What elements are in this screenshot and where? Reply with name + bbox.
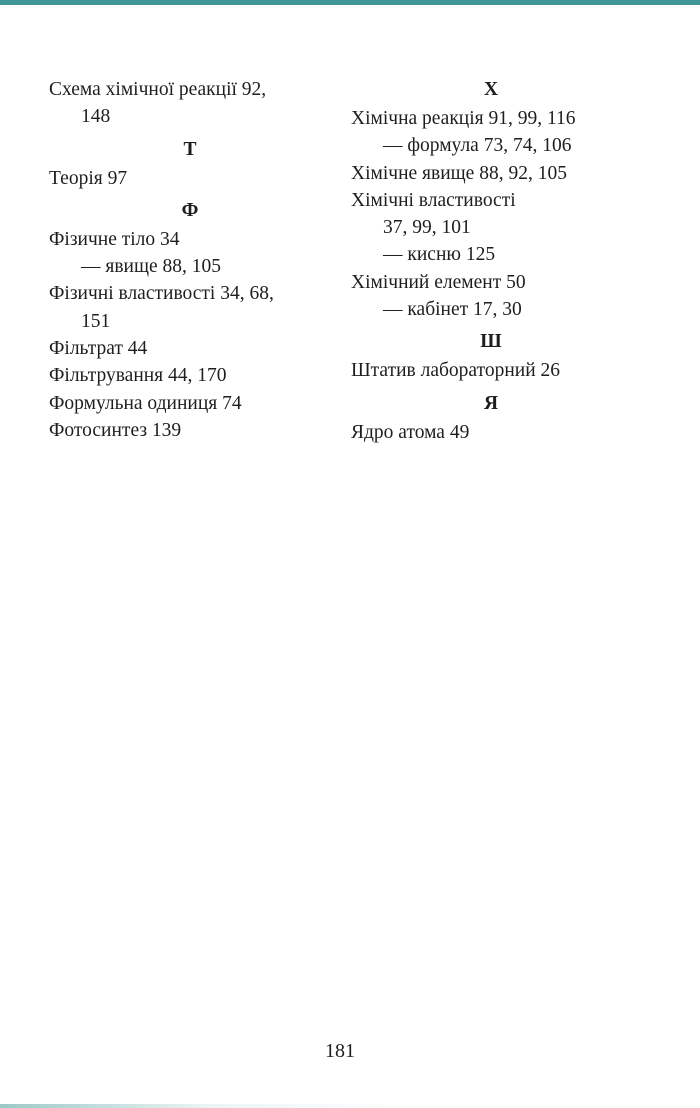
index-subentry: — кисню 125 xyxy=(383,244,496,266)
index-subentry: — формула 73, 74, 106 xyxy=(383,135,572,157)
index-entry: Фотосинтез 139 xyxy=(49,419,182,441)
index-entry: Фільтрування 44, 170 xyxy=(49,365,227,387)
index-entry: Хімічний елемент 50 xyxy=(351,271,526,293)
index-letter-heading: Т xyxy=(183,138,197,160)
index-entry: Фільтрат 44 xyxy=(49,338,148,360)
index-letter-heading: Ш xyxy=(480,331,502,353)
index-column-right xyxy=(351,76,651,446)
index-entry: Формульна одиниця 74 xyxy=(49,392,242,414)
index-letter-heading: Я xyxy=(483,392,499,414)
index-subentry: 151 xyxy=(81,310,111,332)
index-entry: Хімічне явище 88, 92, 105 xyxy=(351,162,567,184)
index-subentry: 148 xyxy=(81,106,111,128)
index-entry: Фізичні властивості 34, 68, xyxy=(49,283,274,305)
index-entry: Ядро атома 49 xyxy=(351,421,470,443)
index-letter-heading: Ф xyxy=(181,199,199,221)
top-accent-band xyxy=(0,0,700,5)
index-entry: Хімічні властивості xyxy=(351,189,516,211)
index-entry: Теорія 97 xyxy=(49,167,128,189)
page-number: 181 xyxy=(325,1040,355,1062)
index-entry: Схема хімічної реакції 92, xyxy=(49,79,267,100)
index-subentry: — явище 88, 105 xyxy=(81,256,222,278)
index-letter-heading: Х xyxy=(483,79,499,100)
index-subentry: 37, 99, 101 xyxy=(383,217,471,239)
bottom-edge xyxy=(0,1104,700,1108)
index-entry: Фізичне тіло 34 xyxy=(49,228,180,250)
index-column-left xyxy=(49,76,339,444)
index-entry: Хімічна реакція 91, 99, 116 xyxy=(351,108,576,129)
index-entry: Штатив лабораторний 26 xyxy=(351,360,561,382)
index-subentry: — кабінет 17, 30 xyxy=(383,299,522,321)
